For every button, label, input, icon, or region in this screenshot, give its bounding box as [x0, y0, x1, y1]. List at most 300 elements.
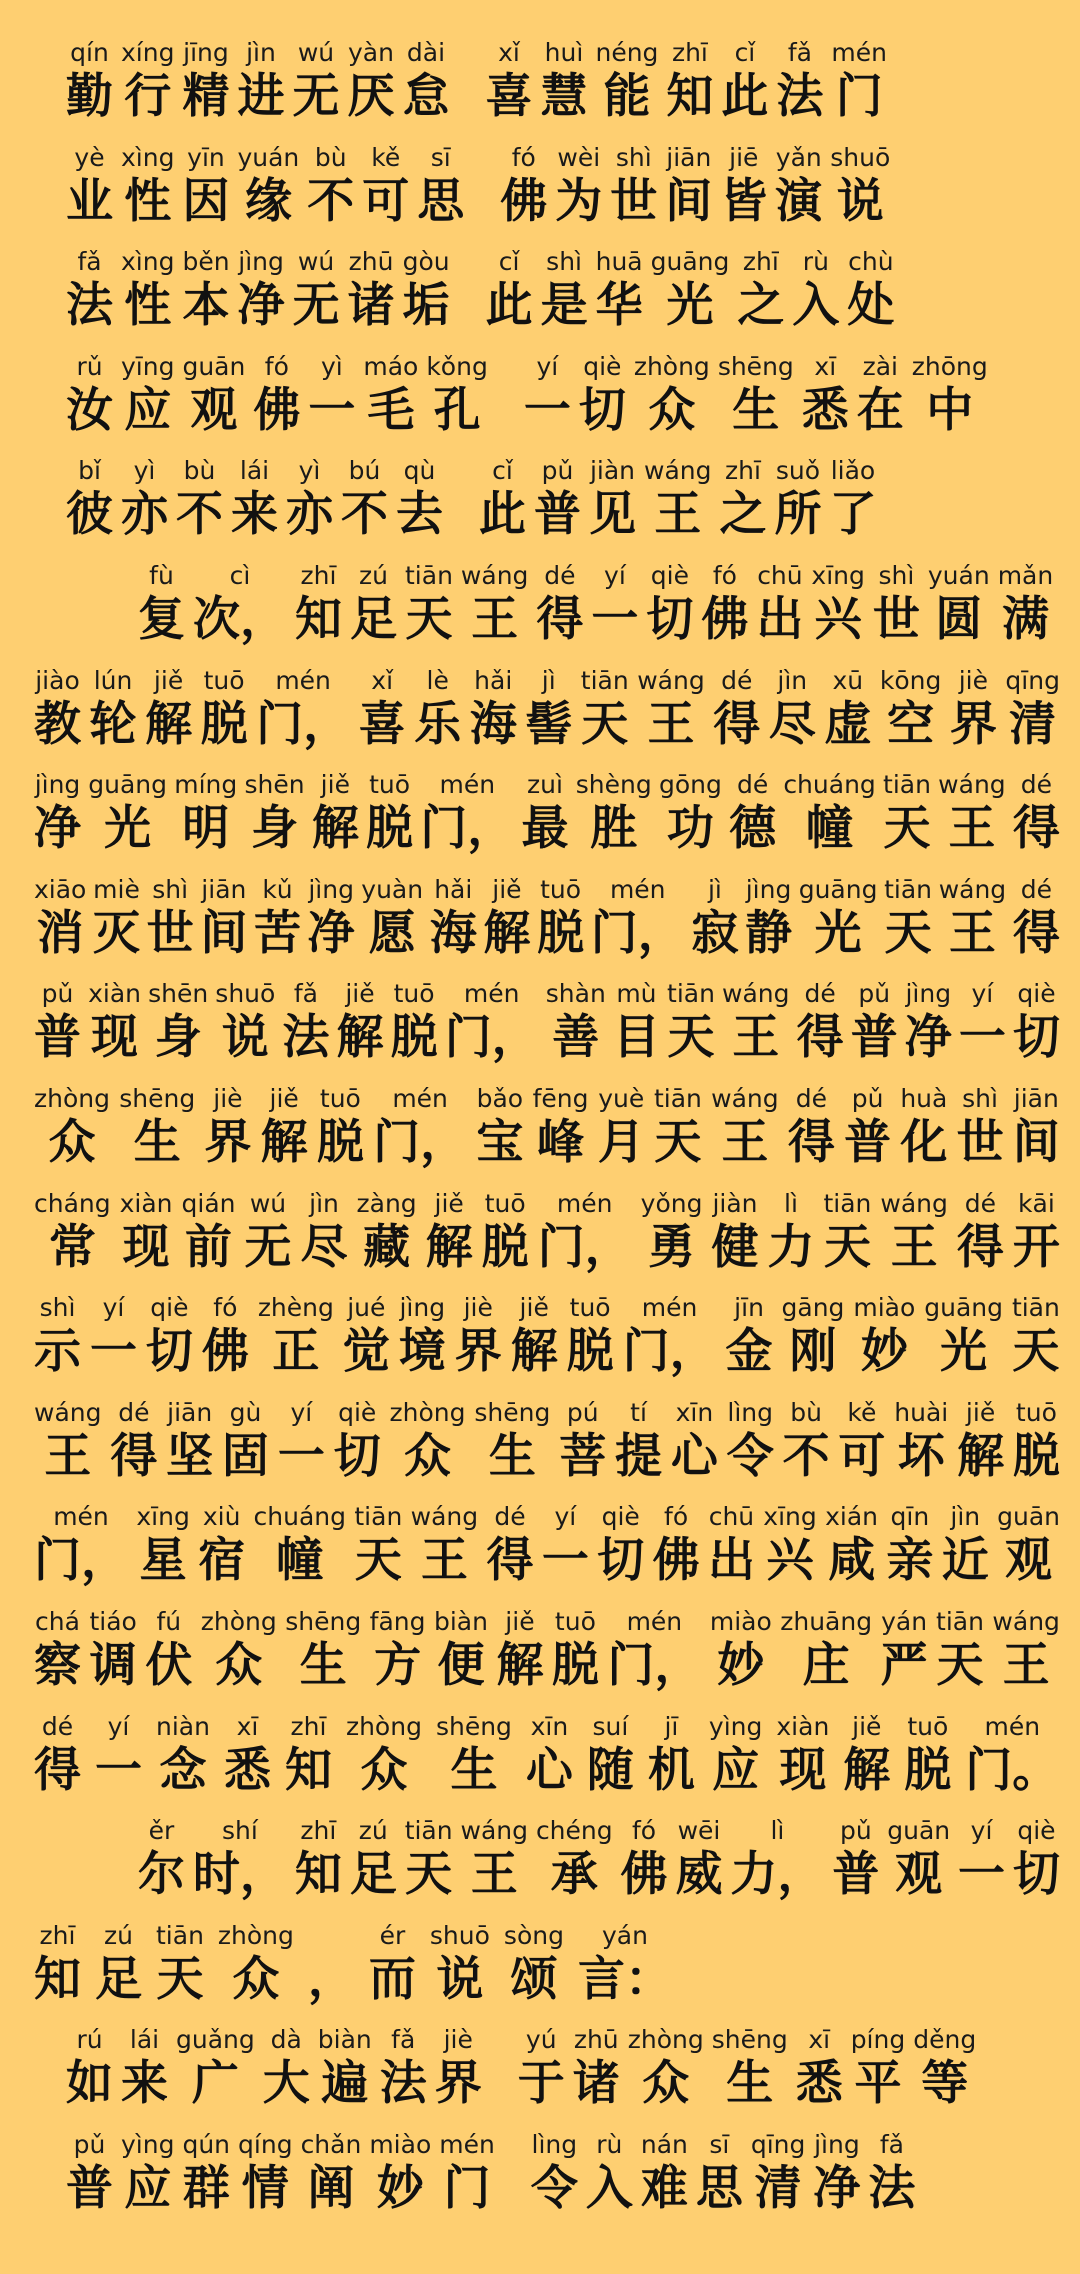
annotated-character [244, 770, 304, 858]
pinyin: yàn [347, 38, 394, 67]
hanzi: 净 [813, 2160, 861, 2216]
hanzi: 一 [277, 1428, 325, 1484]
hanzi: 普 [34, 1010, 81, 1066]
annotated-character [146, 1293, 193, 1381]
hanzi: 天 [823, 1219, 871, 1275]
annotated-character [537, 875, 584, 963]
hanzi: 庄 [802, 1637, 850, 1693]
annotated-character [366, 770, 413, 858]
hanzi: 王 [647, 696, 695, 752]
pinyin: pǔ [41, 979, 74, 1009]
hanzi: 轮 [89, 696, 137, 752]
annotated-character [637, 666, 704, 754]
hanzi: 解 [957, 1428, 1005, 1484]
annotated-character [727, 1398, 774, 1486]
annotated-character [301, 2130, 362, 2218]
pinyin: shí [222, 1816, 258, 1846]
hanzi: 观 [895, 1847, 943, 1903]
pinyin: shì [878, 560, 915, 590]
hanzi: 行 [124, 69, 172, 124]
hanzi: 门， [622, 1324, 717, 1380]
text-line-row [66, 2130, 1060, 2218]
text-line-row [34, 875, 1060, 963]
pinyin: yīn [187, 142, 225, 172]
annotated-character [959, 979, 1006, 1067]
annotated-character [589, 456, 636, 544]
pinyin: tiān [884, 874, 933, 904]
pinyin: kě [371, 142, 401, 172]
pinyin: dé [544, 560, 576, 590]
hanzi: 间 [200, 905, 248, 961]
hanzi: 佛 [253, 382, 301, 438]
annotated-character [136, 1502, 189, 1590]
pinyin: jìng [399, 1293, 446, 1323]
annotated-character [350, 561, 397, 649]
annotated-character [965, 1712, 1059, 1800]
pinyin: lìng [531, 2129, 578, 2159]
annotated-character [928, 561, 990, 649]
pinyin: wáng [460, 560, 529, 590]
text-line [0, 770, 1080, 875]
hanzi: 勤 [66, 69, 113, 124]
hanzi: 众 [215, 1637, 263, 1693]
annotated-character [34, 1607, 81, 1695]
annotated-character [597, 1502, 644, 1590]
hanzi: 不 [341, 487, 388, 543]
pinyin: xián [825, 1502, 879, 1532]
hanzi: 德 [729, 801, 777, 857]
hanzi: 佛 [620, 1847, 668, 1903]
pinyin: qiè [1017, 979, 1056, 1009]
annotated-character [586, 2130, 633, 2218]
hanzi: 怠 [402, 69, 450, 124]
hanzi: 众 [642, 2056, 690, 2112]
pinyin: tiān [823, 1188, 872, 1218]
annotated-character [576, 770, 652, 858]
pinyin: zhèng [257, 1293, 334, 1323]
annotated-character [825, 1502, 878, 1590]
pinyin: qián [181, 1188, 236, 1218]
hanzi: 幢 [806, 801, 854, 857]
pinyin: rù [802, 247, 829, 277]
pinyin: zhòng [34, 1083, 110, 1113]
hanzi: 寂 [691, 905, 739, 961]
text-line [0, 1189, 1080, 1294]
annotated-character [202, 1293, 249, 1381]
hanzi: 方 [374, 1637, 422, 1693]
annotated-character [831, 38, 887, 126]
annotated-character [34, 1189, 111, 1277]
pinyin: kāi [1018, 1188, 1055, 1218]
hanzi: 慧 [540, 69, 588, 124]
annotated-character [258, 1293, 334, 1381]
annotated-character [591, 561, 638, 649]
pinyin: fǎ [293, 979, 318, 1009]
pinyin: shēng [435, 1711, 512, 1741]
hanzi: 喜 [485, 69, 533, 124]
hanzi: 间 [1012, 1114, 1060, 1170]
annotated-character [511, 1293, 558, 1381]
text-line-row [66, 38, 1060, 126]
hanzi: 坚 [166, 1428, 214, 1484]
annotated-character [665, 143, 712, 231]
hanzi: 门， [607, 1637, 702, 1693]
hanzi: 法 [66, 278, 113, 334]
pinyin: fēng [532, 1083, 589, 1113]
pinyin: guāng [88, 770, 167, 800]
annotated-character [671, 1398, 718, 1486]
annotated-character [873, 561, 920, 649]
pinyin: mǎn [997, 560, 1054, 590]
hanzi: 知 [295, 591, 342, 647]
annotated-character [691, 875, 738, 963]
annotated-character [628, 2025, 704, 2113]
hanzi: 大 [262, 2056, 310, 2112]
pinyin: fó [264, 351, 289, 381]
annotated-character [518, 2025, 565, 2113]
pinyin: chǎn [300, 2129, 362, 2159]
annotated-character [621, 1816, 668, 1904]
pinyin: yuè [598, 1083, 645, 1113]
hanzi: 峰 [537, 1114, 585, 1170]
pinyin: bú [348, 456, 381, 486]
hanzi: 净 [237, 278, 285, 334]
hanzi: 觉 [342, 1324, 390, 1380]
hanzi: 世 [956, 1114, 1004, 1170]
pinyin: zhōng [911, 351, 988, 381]
annotated-character [238, 247, 285, 335]
annotated-character [573, 2025, 620, 2113]
annotated-character [542, 1502, 589, 1590]
text-line [0, 352, 1080, 457]
hanzi: 菩 [559, 1428, 607, 1484]
annotated-character [120, 1189, 173, 1277]
pinyin: tuō [369, 770, 411, 800]
annotated-character [1013, 875, 1060, 963]
hanzi: 现 [122, 1219, 170, 1275]
pinyin: zhī [300, 1816, 337, 1846]
annotated-character [445, 979, 539, 1067]
hanzi: 脱 [904, 1742, 952, 1798]
hanzi: 群 [182, 2160, 230, 2216]
pinyin: wú [249, 1188, 287, 1218]
hanzi: 便 [437, 1637, 485, 1693]
pinyin: miè [93, 874, 140, 904]
hanzi: 众 [360, 1742, 408, 1798]
annotated-character [380, 2025, 427, 2113]
pinyin: yí [971, 979, 994, 1009]
hanzi: 诸 [347, 278, 395, 334]
annotated-character [578, 1921, 672, 2009]
annotated-character [337, 979, 384, 1067]
pinyin: tiān [156, 1920, 204, 1950]
text-line-row [34, 666, 1060, 754]
pinyin: jìng [34, 770, 81, 800]
annotated-character [783, 1398, 830, 1486]
pinyin: mén [463, 979, 520, 1009]
hanzi: 中 [926, 382, 974, 438]
pinyin: yì [133, 456, 156, 486]
pinyin: wáng [410, 1502, 479, 1532]
annotated-character [434, 1607, 488, 1695]
pinyin: yīng [121, 351, 175, 381]
hanzi: 此 [479, 487, 526, 543]
annotated-character [811, 561, 864, 649]
pinyin: jiě [852, 1711, 882, 1741]
pinyin: shēng [711, 2025, 788, 2055]
annotated-character [912, 352, 988, 440]
annotated-character [361, 875, 423, 963]
hanzi: 不 [782, 1428, 830, 1484]
hanzi: 普 [66, 2160, 113, 2216]
hanzi: ， [307, 1951, 355, 2007]
pinyin: huā [595, 247, 643, 277]
pinyin: xiàn [119, 1188, 173, 1218]
annotated-character [66, 2025, 113, 2113]
annotated-character [343, 1293, 390, 1381]
text-line [0, 1502, 1080, 1607]
pinyin: jiān [167, 1397, 213, 1427]
annotated-character [522, 770, 569, 858]
hanzi: 得 [787, 1114, 835, 1170]
pinyin: shèng [575, 770, 652, 800]
pinyin: fāng [369, 1606, 426, 1636]
annotated-character [780, 1607, 872, 1695]
annotated-character [796, 2025, 843, 2113]
hanzi: 天 [884, 905, 932, 961]
pinyin: fǎ [787, 38, 812, 67]
pinyin: tiān [405, 560, 453, 590]
annotated-character [430, 1921, 490, 2009]
pinyin: xī [814, 351, 837, 381]
annotated-character [95, 1921, 142, 2009]
annotated-character [525, 666, 572, 754]
annotated-character [591, 875, 685, 963]
hanzi: 王 [1002, 1637, 1050, 1693]
annotated-character [121, 247, 174, 335]
hanzi: 咸 [828, 1533, 876, 1589]
annotated-character [176, 456, 223, 544]
text-line [0, 1398, 1080, 1503]
annotated-character [868, 2130, 915, 2218]
pinyin: guān [887, 1816, 951, 1846]
pinyin: xíng [121, 38, 175, 67]
annotated-character [713, 666, 760, 754]
hanzi: 可 [362, 173, 410, 229]
annotated-character [66, 143, 113, 231]
annotated-character [504, 1921, 564, 2009]
annotated-character [905, 979, 952, 1067]
hanzi: 得 [1012, 905, 1060, 961]
text-line [0, 38, 1080, 143]
annotated-character [121, 352, 174, 440]
annotated-character [546, 979, 606, 1067]
pinyin: jìn [777, 665, 808, 695]
hanzi: 切 [1012, 1847, 1060, 1903]
pinyin: gōng [658, 770, 722, 800]
pinyin: mén [556, 1188, 613, 1218]
annotated-character [198, 1502, 245, 1590]
hanzi: 近 [941, 1533, 989, 1589]
hanzi: 天 [654, 1114, 702, 1170]
annotated-character [829, 456, 876, 544]
annotated-character [119, 1084, 195, 1172]
pinyin: sòng [503, 1920, 564, 1950]
pinyin: fó [664, 1502, 689, 1532]
annotated-character [156, 1712, 210, 1800]
pinyin: suǒ [775, 456, 821, 486]
hanzi: 一 [89, 1324, 137, 1380]
pinyin: zhū [348, 247, 394, 277]
pinyin: guān [182, 351, 246, 381]
annotated-character [708, 1502, 755, 1590]
pinyin: lì [784, 1188, 798, 1218]
pinyin: dé [736, 770, 769, 800]
hanzi: 生 [726, 2056, 774, 2112]
hanzi: 善 [552, 1010, 600, 1066]
pinyin: jué [347, 1293, 386, 1323]
hanzi: 身 [251, 801, 299, 857]
annotated-character [145, 666, 192, 754]
hanzi: 天 [354, 1533, 402, 1589]
text-line-row [34, 1084, 1060, 1172]
hanzi: 功 [666, 801, 714, 857]
hanzi: 尔 [138, 1847, 185, 1903]
hanzi: 王 [471, 591, 519, 647]
hanzi: 得 [486, 1533, 534, 1589]
hanzi: 去 [396, 487, 443, 543]
pinyin: chū [757, 560, 803, 590]
pinyin: zhòng [633, 351, 710, 381]
text-line-row [138, 1816, 1060, 1904]
pinyin: shì [962, 1083, 998, 1113]
pinyin: guāng [650, 247, 730, 277]
annotated-character [853, 1293, 915, 1381]
hanzi: 进 [237, 69, 285, 124]
text-line-row [34, 1607, 1060, 1695]
hanzi: 解 [510, 1324, 558, 1380]
pinyin: wáng [880, 1188, 948, 1218]
annotated-character [121, 2130, 174, 2218]
hanzi: 天 [156, 1951, 204, 2007]
hanzi: 满 [1001, 591, 1049, 647]
annotated-character [555, 143, 602, 231]
pinyin: jiè [463, 1293, 493, 1323]
pinyin: fó [631, 1816, 657, 1846]
annotated-character [245, 1189, 292, 1277]
hanzi: 得 [1012, 801, 1060, 857]
pinyin: qún [182, 2129, 231, 2159]
hanzi: 虚 [824, 696, 872, 752]
pinyin: fó [511, 142, 536, 172]
pinyin: kǔ [262, 874, 293, 904]
annotated-character [403, 247, 450, 335]
pinyin: wáng [637, 665, 705, 695]
hanzi: 是 [540, 278, 588, 334]
pinyin: yí [290, 1397, 313, 1427]
pinyin: guān [997, 1502, 1060, 1532]
hanzi: 皆 [720, 173, 768, 229]
annotated-character [958, 1816, 1005, 1904]
pinyin: jì [707, 874, 722, 904]
hanzi: 佛 [500, 173, 548, 229]
hanzi: 足 [350, 591, 397, 647]
annotated-character [596, 247, 643, 335]
annotated-character [301, 1189, 348, 1277]
hanzi: 星 [139, 1533, 187, 1589]
hanzi: 一 [591, 591, 639, 647]
annotated-character [648, 1712, 695, 1800]
annotated-character [722, 979, 789, 1067]
annotated-character [145, 1607, 192, 1695]
pinyin: tuō [1015, 1397, 1057, 1427]
hanzi: 处 [847, 278, 895, 334]
pinyin: tuō [540, 874, 582, 904]
pinyin: jiàn [712, 1188, 758, 1218]
annotated-character [634, 352, 710, 440]
pinyin: cǐ [734, 38, 756, 67]
annotated-character [405, 561, 453, 649]
pinyin: xǐ [371, 665, 394, 695]
hanzi: 王 [44, 1428, 92, 1484]
hanzi: 心 [525, 1742, 573, 1798]
pinyin: jìn [309, 1188, 339, 1218]
pinyin: yè [74, 142, 105, 172]
hanzi: 目 [612, 1010, 660, 1066]
pinyin: miào [709, 1606, 772, 1636]
annotated-character [470, 666, 517, 754]
annotated-character [659, 770, 722, 858]
pinyin: pǔ [839, 1816, 872, 1846]
annotated-character [34, 666, 81, 754]
pinyin: shuō [830, 142, 891, 172]
hanzi: 足 [95, 1951, 142, 2007]
hanzi: 苦 [253, 905, 301, 961]
pinyin: yí [536, 351, 559, 381]
annotated-character [763, 1502, 816, 1590]
pinyin: jiè [958, 665, 989, 695]
text-line-row [66, 456, 1060, 544]
annotated-character [121, 2025, 168, 2113]
pinyin: shuō [215, 979, 276, 1009]
hanzi: 彼 [66, 487, 113, 543]
pinyin: cǐ [498, 247, 520, 277]
text-line-row [66, 247, 1060, 335]
pinyin: yǎn [775, 142, 822, 172]
hanzi: 厌 [347, 69, 395, 124]
pinyin: jiě [269, 1083, 299, 1113]
hanzi: 门， [590, 905, 685, 961]
hanzi: 化 [900, 1114, 948, 1170]
pinyin: lái [239, 456, 270, 486]
pinyin: jiào [35, 665, 80, 695]
pinyin: zhī [725, 456, 761, 486]
annotated-character [176, 2025, 255, 2113]
annotated-character [792, 247, 839, 335]
annotated-character [894, 1398, 948, 1486]
annotated-character [887, 1816, 950, 1904]
annotated-character [886, 1502, 933, 1590]
annotated-character [615, 1398, 662, 1486]
annotated-character [880, 1189, 947, 1277]
annotated-character [1013, 1816, 1060, 1904]
hanzi: 悉 [801, 382, 849, 438]
pinyin: fǎ [391, 2025, 416, 2055]
pinyin: shàn [545, 979, 606, 1009]
annotated-character [830, 143, 890, 231]
hanzi: 胜 [590, 801, 638, 857]
annotated-character [696, 2130, 743, 2218]
